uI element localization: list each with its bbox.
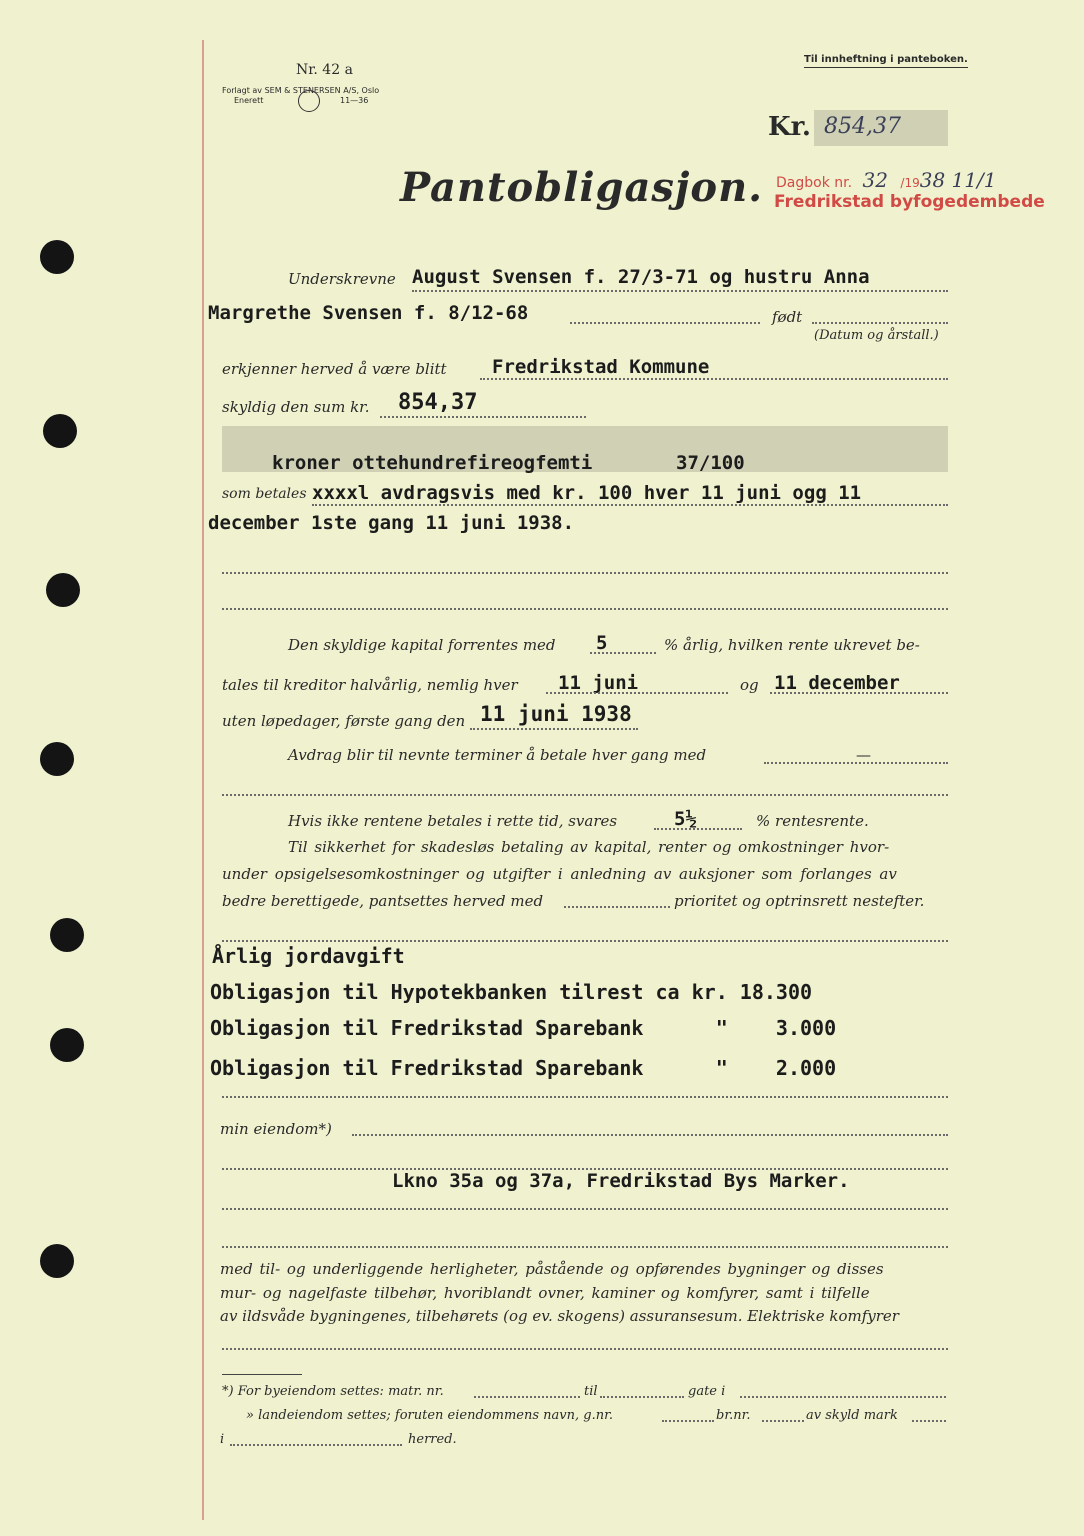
sum-label: skyldig den sum kr. xyxy=(222,398,370,416)
priority-item: Obligasjon til Fredrikstad Sparebank " 3.000 xyxy=(210,1016,837,1040)
priority-item: Obligasjon til Hypotekbanken tilrest ca kr. 18.300 xyxy=(210,980,813,1004)
publisher-enerett: Enerett xyxy=(234,96,264,105)
dotted-line xyxy=(546,692,728,694)
interest-first-date: 11 juni 1938 xyxy=(480,702,632,726)
parties-line-2: Margrethe Svensen f. 8/12-68 xyxy=(208,302,529,324)
payment-line-1: xxxxl avdragsvis med kr. 100 hver 11 juni ogg 11 xyxy=(312,482,862,504)
security-line-1: Til sikkerhet for skadesløs betaling av kapital, renter og omkostninger hvor- xyxy=(288,838,890,856)
dotted-line xyxy=(222,1208,948,1210)
footnote-line-3b: herred. xyxy=(408,1432,457,1447)
interest-line-2b: og xyxy=(740,676,759,694)
born-label: født xyxy=(772,308,803,326)
margin-line xyxy=(202,40,204,1520)
punch-hole xyxy=(50,918,84,952)
interest-line-3a: uten løpedager, første gang den xyxy=(222,712,466,730)
dotted-line xyxy=(654,828,742,830)
dotted-line xyxy=(480,378,948,380)
punch-hole xyxy=(40,240,74,274)
dotted-line xyxy=(912,1420,946,1422)
dotted-line xyxy=(222,572,948,574)
dotted-line xyxy=(474,1396,580,1398)
interest-line-1a: Den skyldige kapital forrentes med xyxy=(288,636,556,654)
footnote-line-3a: i xyxy=(220,1432,225,1447)
dotted-line xyxy=(222,1348,948,1350)
interest-penalty-rate: 5½ xyxy=(674,808,697,830)
interest-line-5b: % rentesrente. xyxy=(756,812,869,830)
dotted-line xyxy=(740,1396,946,1398)
amount-label: Kr. xyxy=(768,112,811,142)
stamp-year-date: 38 11/1 xyxy=(919,168,997,192)
stamp-office: Fredrikstad byfogedembede xyxy=(774,192,1045,212)
interest-line-5a: Hvis ikke rentene betales i rette tid, svares xyxy=(288,812,618,830)
form-number: Nr. 42 a xyxy=(296,62,353,78)
page-title: Pantobligasjon. xyxy=(400,164,764,211)
dotted-line xyxy=(770,692,948,694)
dotted-line xyxy=(662,1420,714,1422)
dotted-line xyxy=(222,794,948,796)
stamp-dagbok-number: 32 xyxy=(862,168,888,192)
dotted-line xyxy=(564,906,670,908)
appurtenances-line-3: av ildsvåde bygningenes, tilbehørets (og ev. skogens) assuransesum. Elektriske komfyrer xyxy=(220,1307,899,1325)
punch-hole xyxy=(40,742,74,776)
dotted-line xyxy=(380,416,586,418)
dotted-line xyxy=(222,1246,948,1248)
dotted-line xyxy=(222,608,948,610)
dotted-line xyxy=(590,652,656,654)
interest-date-1: 11 juni xyxy=(558,672,639,694)
priority-item: Obligasjon til Fredrikstad Sparebank " 2.000 xyxy=(210,1056,837,1080)
punch-hole xyxy=(43,414,77,448)
interest-line-1b: % årlig, hvilken rente ukrevet be- xyxy=(664,636,920,654)
stamp-dagbok xyxy=(776,168,996,192)
top-right-note: Til innheftning i panteboken. xyxy=(804,54,968,68)
publisher-seal-icon xyxy=(298,90,320,112)
stamp-year-prefix: /19 xyxy=(900,176,920,190)
sum-fraction: 37/100 xyxy=(676,452,745,474)
footnote-line-2c-text: av skyld mark xyxy=(806,1408,898,1423)
dotted-line xyxy=(600,1396,684,1398)
interest-line-4-value: — xyxy=(856,746,871,764)
interest-date-2: 11 december xyxy=(774,672,900,694)
footnote-line-1c: gate i xyxy=(688,1384,726,1399)
dotted-line xyxy=(412,290,948,292)
dotted-line xyxy=(230,1444,402,1446)
publisher-line: Forlagt av SEM & STENERSEN A/S, Oslo xyxy=(222,86,380,95)
parties-line-1: August Svensen f. 27/3-71 og hustru Anna xyxy=(412,266,870,288)
creditor-value: Fredrikstad Kommune xyxy=(492,356,710,378)
property-label: min eiendom*) xyxy=(220,1120,332,1138)
payment-label: som betales xyxy=(222,486,307,502)
security-line-2: under opsigelsesomkostninger og utgifter i anledning av auksjoner som forlanges av xyxy=(222,865,897,883)
dotted-line xyxy=(812,322,948,324)
dotted-line xyxy=(352,1134,948,1136)
dotted-line xyxy=(222,1096,948,1098)
footnote-line-1b: til xyxy=(584,1384,598,1399)
payment-line-2: december 1ste gang 11 juni 1938. xyxy=(208,512,575,534)
property-value: Lkno 35a og 37a, Fredrikstad Bys Marker. xyxy=(392,1170,850,1192)
stamp-dagbok-label: Dagbok nr. xyxy=(776,175,853,191)
sum-value: 854,37 xyxy=(398,390,478,415)
footnote-line-2b: br.nr. xyxy=(716,1408,751,1423)
amount-value: 854,37 xyxy=(824,114,901,139)
appurtenances-line-1: med til- og underliggende herligheter, påstående og opførendes bygninger og disses xyxy=(220,1260,884,1278)
dotted-line xyxy=(312,504,948,506)
punch-hole xyxy=(46,573,80,607)
punch-hole xyxy=(40,1244,74,1278)
security-line-3b: prioritet og optrinsrett nestefter. xyxy=(674,892,925,910)
security-line-3a: bedre berettigede, pantsettes herved med xyxy=(222,892,544,910)
parties-label: Underskrevne xyxy=(288,270,396,288)
dotted-line xyxy=(570,322,760,324)
priority-item: Årlig jordavgift xyxy=(212,944,405,968)
interest-rate: 5 xyxy=(596,632,608,654)
footnote-line-1a: *) For byeiendom settes: matr. nr. xyxy=(222,1384,444,1399)
footnote-divider xyxy=(222,1374,302,1375)
appurtenances-line-2: mur- og nagelfaste tilbehør, hvoriblandt ovner, kaminer og komfyrer, samt i tilfelle xyxy=(220,1284,870,1302)
footnote-line-2a: » landeiendom settes; foruten eiendommens navn, g.nr. xyxy=(246,1408,613,1423)
punch-hole xyxy=(50,1028,84,1062)
interest-line-2a: tales til kreditor halvårlig, nemlig hver xyxy=(222,676,518,694)
dotted-line xyxy=(762,1420,804,1422)
sum-words: kroner ottehundrefireogfemti xyxy=(272,452,593,474)
dotted-line xyxy=(470,728,638,730)
interest-line-4: Avdrag blir til nevnte terminer å betale hver gang med xyxy=(288,746,707,764)
dotted-line xyxy=(222,940,948,942)
creditor-label: erkjenner herved å være blitt xyxy=(222,360,447,378)
publisher-date: 11—36 xyxy=(340,96,369,105)
date-note: (Datum og årstall.) xyxy=(814,328,939,343)
